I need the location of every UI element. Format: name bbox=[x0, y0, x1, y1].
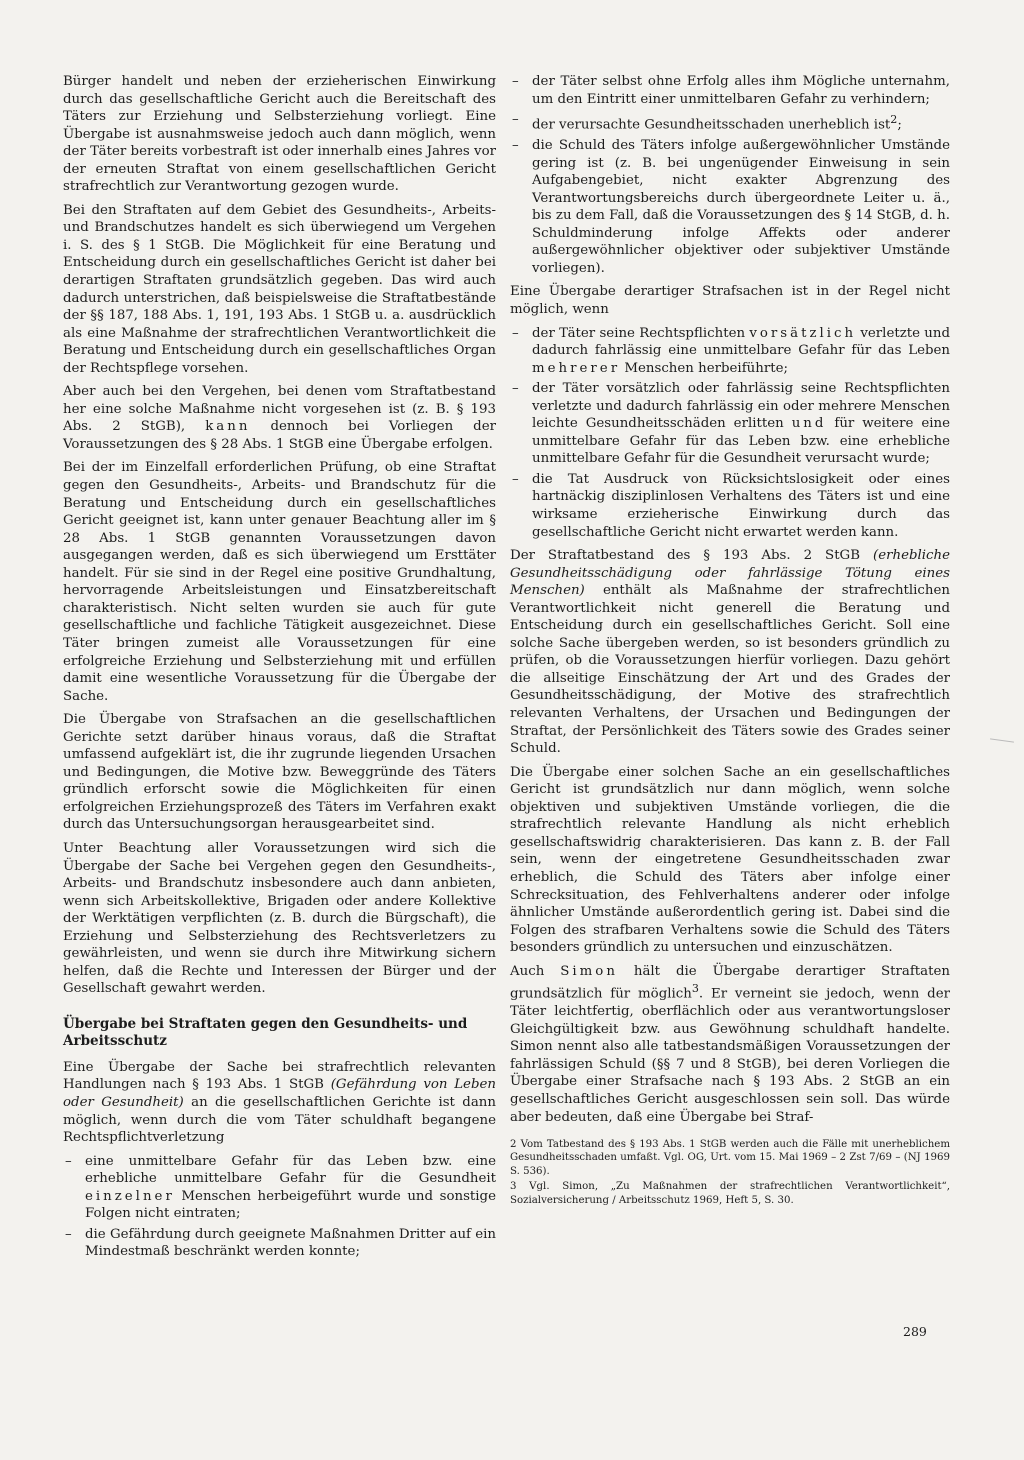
section-heading: Übergabe bei Straftaten gegen den Gesundheits- und Arbeitsschutz bbox=[63, 1015, 468, 1050]
spaced-emphasis: Simon bbox=[560, 963, 618, 979]
paragraph: Die Übergabe von Strafsachen an die gesellschaftlichen Gerichte setzt darüber hinaus voraus, daß die Straftat umfassend aufgeklärt ist, die ihr zugrunde liegenden Ursachen und Bedingungen, die Motive bzw. Beweggründe des Täters gründlich erforscht sowie die Möglichkeiten für einen erfolgreichen Erziehungsprozeß des Täters im Verfahren exakt durch das Untersuchungsorgan herausgearbeitet sind. bbox=[63, 712, 496, 833]
spaced-emphasis: und bbox=[791, 416, 827, 432]
list-item: – der Täter selbst ohne Erfolg alles ihm Mögliche unternahm, um den Eintritt einer unmittelbaren Gefahr zu verhindern; bbox=[510, 73, 950, 108]
footnote: 2 Vom Tatbestand des § 193 Abs. 1 StGB werden auch die Fälle mit unerheblichem Gesundheitsschaden umfaßt. Vgl. OG, Urt. vom 15. Mai 1969 – 2 Zst 7/69 – (NJ 1969 S. 536). bbox=[510, 1139, 950, 1177]
paragraph: Eine Übergabe der Sache bei strafrechtlich relevanten Handlungen nach § 193 Abs. 1 StGB (Gefährdung von Leben oder Gesundheit) an die gesellschaftlichen Gerichte ist dann möglich, wenn durch die vom Täter schuldhaft begangene Rechtspflichtverletzung bbox=[63, 1059, 496, 1146]
spaced-emphasis: vorsätzlich bbox=[749, 325, 857, 341]
page-number: 289 bbox=[903, 1324, 927, 1339]
condition-list bbox=[63, 1153, 496, 1261]
spaced-emphasis: mehrerer bbox=[532, 360, 621, 376]
paragraph: Die Übergabe einer solchen Sache an ein gesellschaftliches Gericht ist grundsätzlich nur dann möglich, wenn solche objektiven und subjektiven Umstände vorliegen, die die strafrechtlich relevante Handlung als nicht erheblich gesellschaftswidrig charakterisieren. Das kann z. B. der Fall sein, wenn der eingetretene Gesundheitsschaden zwar erheblich, die Schuld des Täters aber infolge einer Schrecksituation, des Fehlverhaltens anderer oder infolge ähnlicher Umstände außerordentlich gering ist. Dabei sind die Folgen des strafbaren Verhaltens sowie die Schuld des Täters besonders gründlich zu untersuchen und einzuschätzen. bbox=[510, 764, 950, 956]
paragraph: Bei der im Einzelfall erforderlichen Prüfung, ob eine Straftat gegen den Gesundheits-, Arbeits- und Brandschutz für die Beratung und Entscheidung durch ein gesellschaftliches Gericht geeignet ist, kann unter genauer Beachtung aller im § 28 Abs. 1 StGB genannten Voraussetzungen davon ausgegangen werden, daß es sich überwiegend um Ersttäter handelt. Für sie sind in der Regel eine positive Grundhaltung, hervorragende Arbeitsleistungen und Einsatzbereitschaft charakteristisch. Nicht selten wurden sie auch für gute gesellschaftliche und fachliche Tätigkeit ausgezeichnet. Diese Täter bringen zumeist alle Voraussetzungen für eine erfolgreiche Erziehung und Selbsterziehung mit und erfüllen damit eine wesentliche Voraussetzung für die Übergabe der Sache. bbox=[63, 460, 496, 704]
paragraph: Der Straftatbestand des § 193 Abs. 2 StGB (erhebliche Gesundheitsschädigung oder fahrlässige Tötung eines Menschen) enthält als Maßnahme der strafrechtlichen Verantwortlichkeit nicht generell die Beratung und Entscheidung durch ein gesellschaftliches Gericht. Soll eine solche Sache übergeben werden, so ist besonders gründlich zu prüfen, ob die Voraussetzungen hierfür vorliegen. Dazu gehört die allseitige Einschätzung der Art und des Grades der Gesundheitsschädigung, der Motive des strafrechtlich relevanten Verhaltens, der Ursachen und Bedingungen der Straftat, der Persönlichkeit des Täters sowie des Grades seiner Schuld. bbox=[510, 548, 951, 757]
footnote-ref: 2 bbox=[890, 113, 898, 127]
footnote-ref: 3 bbox=[691, 982, 699, 996]
list-item: – die Gefährdung durch geeignete Maßnahmen Dritter auf ein Mindestmaß beschränkt werden konnte; bbox=[63, 1226, 496, 1261]
condition-list bbox=[510, 73, 950, 277]
list-item: – die Tat Ausdruck von Rücksichtslosigkeit oder eines hartnäckig disziplinlosen Verhaltens des Täters ist und eine wirksame erzieherische Einwirkung durch das gesellschaftliche Gericht nicht erwartet werden kann. bbox=[510, 471, 950, 541]
right-column bbox=[510, 73, 950, 1209]
scan-mark bbox=[990, 738, 1014, 742]
list-item: – der Täter seine Rechtspflichten vorsätzlich verletzte und dadurch fahrlässig eine unmittelbare Gefahr für das Leben mehrerer Menschen herbeiführte; bbox=[510, 325, 950, 378]
spaced-emphasis: kann bbox=[205, 419, 251, 435]
paragraph: Unter Beachtung aller Voraussetzungen wird sich die Übergabe der Sache bei Vergehen gegen den Gesundheits-, Arbeits- und Brandschutz insbesondere auch dann anbieten, wenn sich Arbeitskollektive, Brigaden oder andere Kollektive der Werktätigen verpflichten (z. B. durch die Bürgschaft), die Erziehung und Selbsterziehung des Rechtsverletzers zu gewährleisten, und wenn sie durch ihre Mitwirkung sichern helfen, daß die Rechte und Interessen der Bürger und der Gesellschaft gewahrt werden. bbox=[63, 840, 496, 997]
paragraph: Bürger handelt und neben der erzieherischen Einwirkung durch das gesellschaftliche Gericht auch die Bereitschaft des Täters zur Erziehung und Selbsterziehung vorliegt. Eine Übergabe ist ausnahmsweise jedoch auch dann möglich, wenn der Täter bereits vorbestraft ist oder innerhalb eines Jahres vor der erneuten Straftat von einem gesellschaftlichen Gericht strafrechtlich zur Verantwortung gezogen wurde. bbox=[63, 74, 496, 195]
paragraph: Auch Simon hält die Übergabe derartiger Straftaten grundsätzlich für möglich$^3$. Er verneint sie jedoch, wenn der Täter leichtfertig, oberflächlich oder aus verantwortungsloser Gleichgültigkeit bzw. aus Gewöhnung schuldhaft handelte. Simon nennt also alle tatbestandsmäßigen Voraussetzungen der fahrlässigen Schuld (§§ 7 und 8 StGB), bei deren Vorliegen die Übergabe einer Strafsache nach § 193 Abs. 2 StGB an ein gesellschaftliches Gericht ausgeschlossen sein soll. Das würde aber bedeuten, daß eine Übergabe bei Straf- bbox=[510, 963, 950, 1125]
list-item: – die Schuld des Täters infolge außergewöhnlicher Umstände gering ist (z. B. bei ungenügender Einweisung in sein Aufgabengebiet, nicht exakter Abgrenzung des Verantwortungsbereichs durch übergeordnete Leiter u. ä., bis zu dem Fall, daß die Voraussetzungen des § 14 StGB, d. h. Schuldminderung infolge Affekts oder anderer außergewöhnlicher objektiver oder subjektiver Umstände vorliegen). bbox=[510, 137, 950, 277]
paragraph: Eine Übergabe derartiger Strafsachen ist in der Regel nicht möglich, wenn bbox=[510, 284, 950, 317]
list-item: – eine unmittelbare Gefahr für das Leben bzw. eine erhebliche unmittelbare Gefahr für die Gesundheit einzelner Menschen herbeigeführt wurde und sonstige Folgen nicht eintraten; bbox=[63, 1153, 496, 1223]
paragraph: Aber auch bei den Vergehen, bei denen vom Straftatbestand her eine solche Maßnahme nicht vorgesehen ist (z. B. § 193 Abs. 2 StGB), kann dennoch bei Vorliegen der Voraussetzungen des § 28 Abs. 1 StGB eine Übergabe erfolgen. bbox=[63, 384, 497, 452]
exclusion-list bbox=[510, 325, 950, 542]
list-item: – der verursachte Gesundheitsschaden unerheblich ist$^2$; bbox=[510, 111, 950, 134]
paragraph: Bei den Straftaten auf dem Gebiet des Gesundheits-, Arbeits- und Brandschutzes handelt es sich überwiegend um Vergehen i. S. des § 1 StGB. Die Möglichkeit für eine Beratung und Entscheidung durch ein gesellschaftliches Gericht ist daher bei derartigen Straftaten grundsätzlich gegeben. Das wird auch dadurch unterstrichen, daß beispielsweise die Straftatbestände der §§ 187, 188 Abs. 1, 191, 193 Abs. 1 StGB u. a. ausdrücklich als eine Maßnahme der strafrechtlichen Verantwortlichkeit die Beratung und Entscheidung durch ein gesellschaftliches Organ der Rechtspflege vorsehen. bbox=[63, 202, 496, 376]
italic-term: (Gefährdung von Leben oder Gesundheit) bbox=[63, 1077, 496, 1110]
list-item: – der Täter vorsätzlich oder fahrlässig seine Rechtspflichten verletzte und dadurch fahrlässig ein oder mehrere Menschen leichte Gesundheitsschäden erlitten und für weitere eine unmittelbare Gefahr für das Leben bzw. eine erhebliche unmittelbare Gefahr für die Gesundheit verursacht wurde; bbox=[510, 380, 950, 468]
footnotes bbox=[510, 1138, 950, 1207]
footnote: 3 Vgl. Simon, „Zu Maßnahmen der strafrechtlichen Verantwortlichkeit“, Sozialversicherung / Arbeitsschutz 1969, Heft 5, S. 30. bbox=[510, 1181, 950, 1206]
left-column bbox=[63, 73, 496, 1267]
italic-term: (erhebliche Gesundheitsschädigung oder fahrlässige Tötung eines Menschen) bbox=[510, 548, 951, 599]
spaced-emphasis: einzelner bbox=[85, 1188, 175, 1204]
